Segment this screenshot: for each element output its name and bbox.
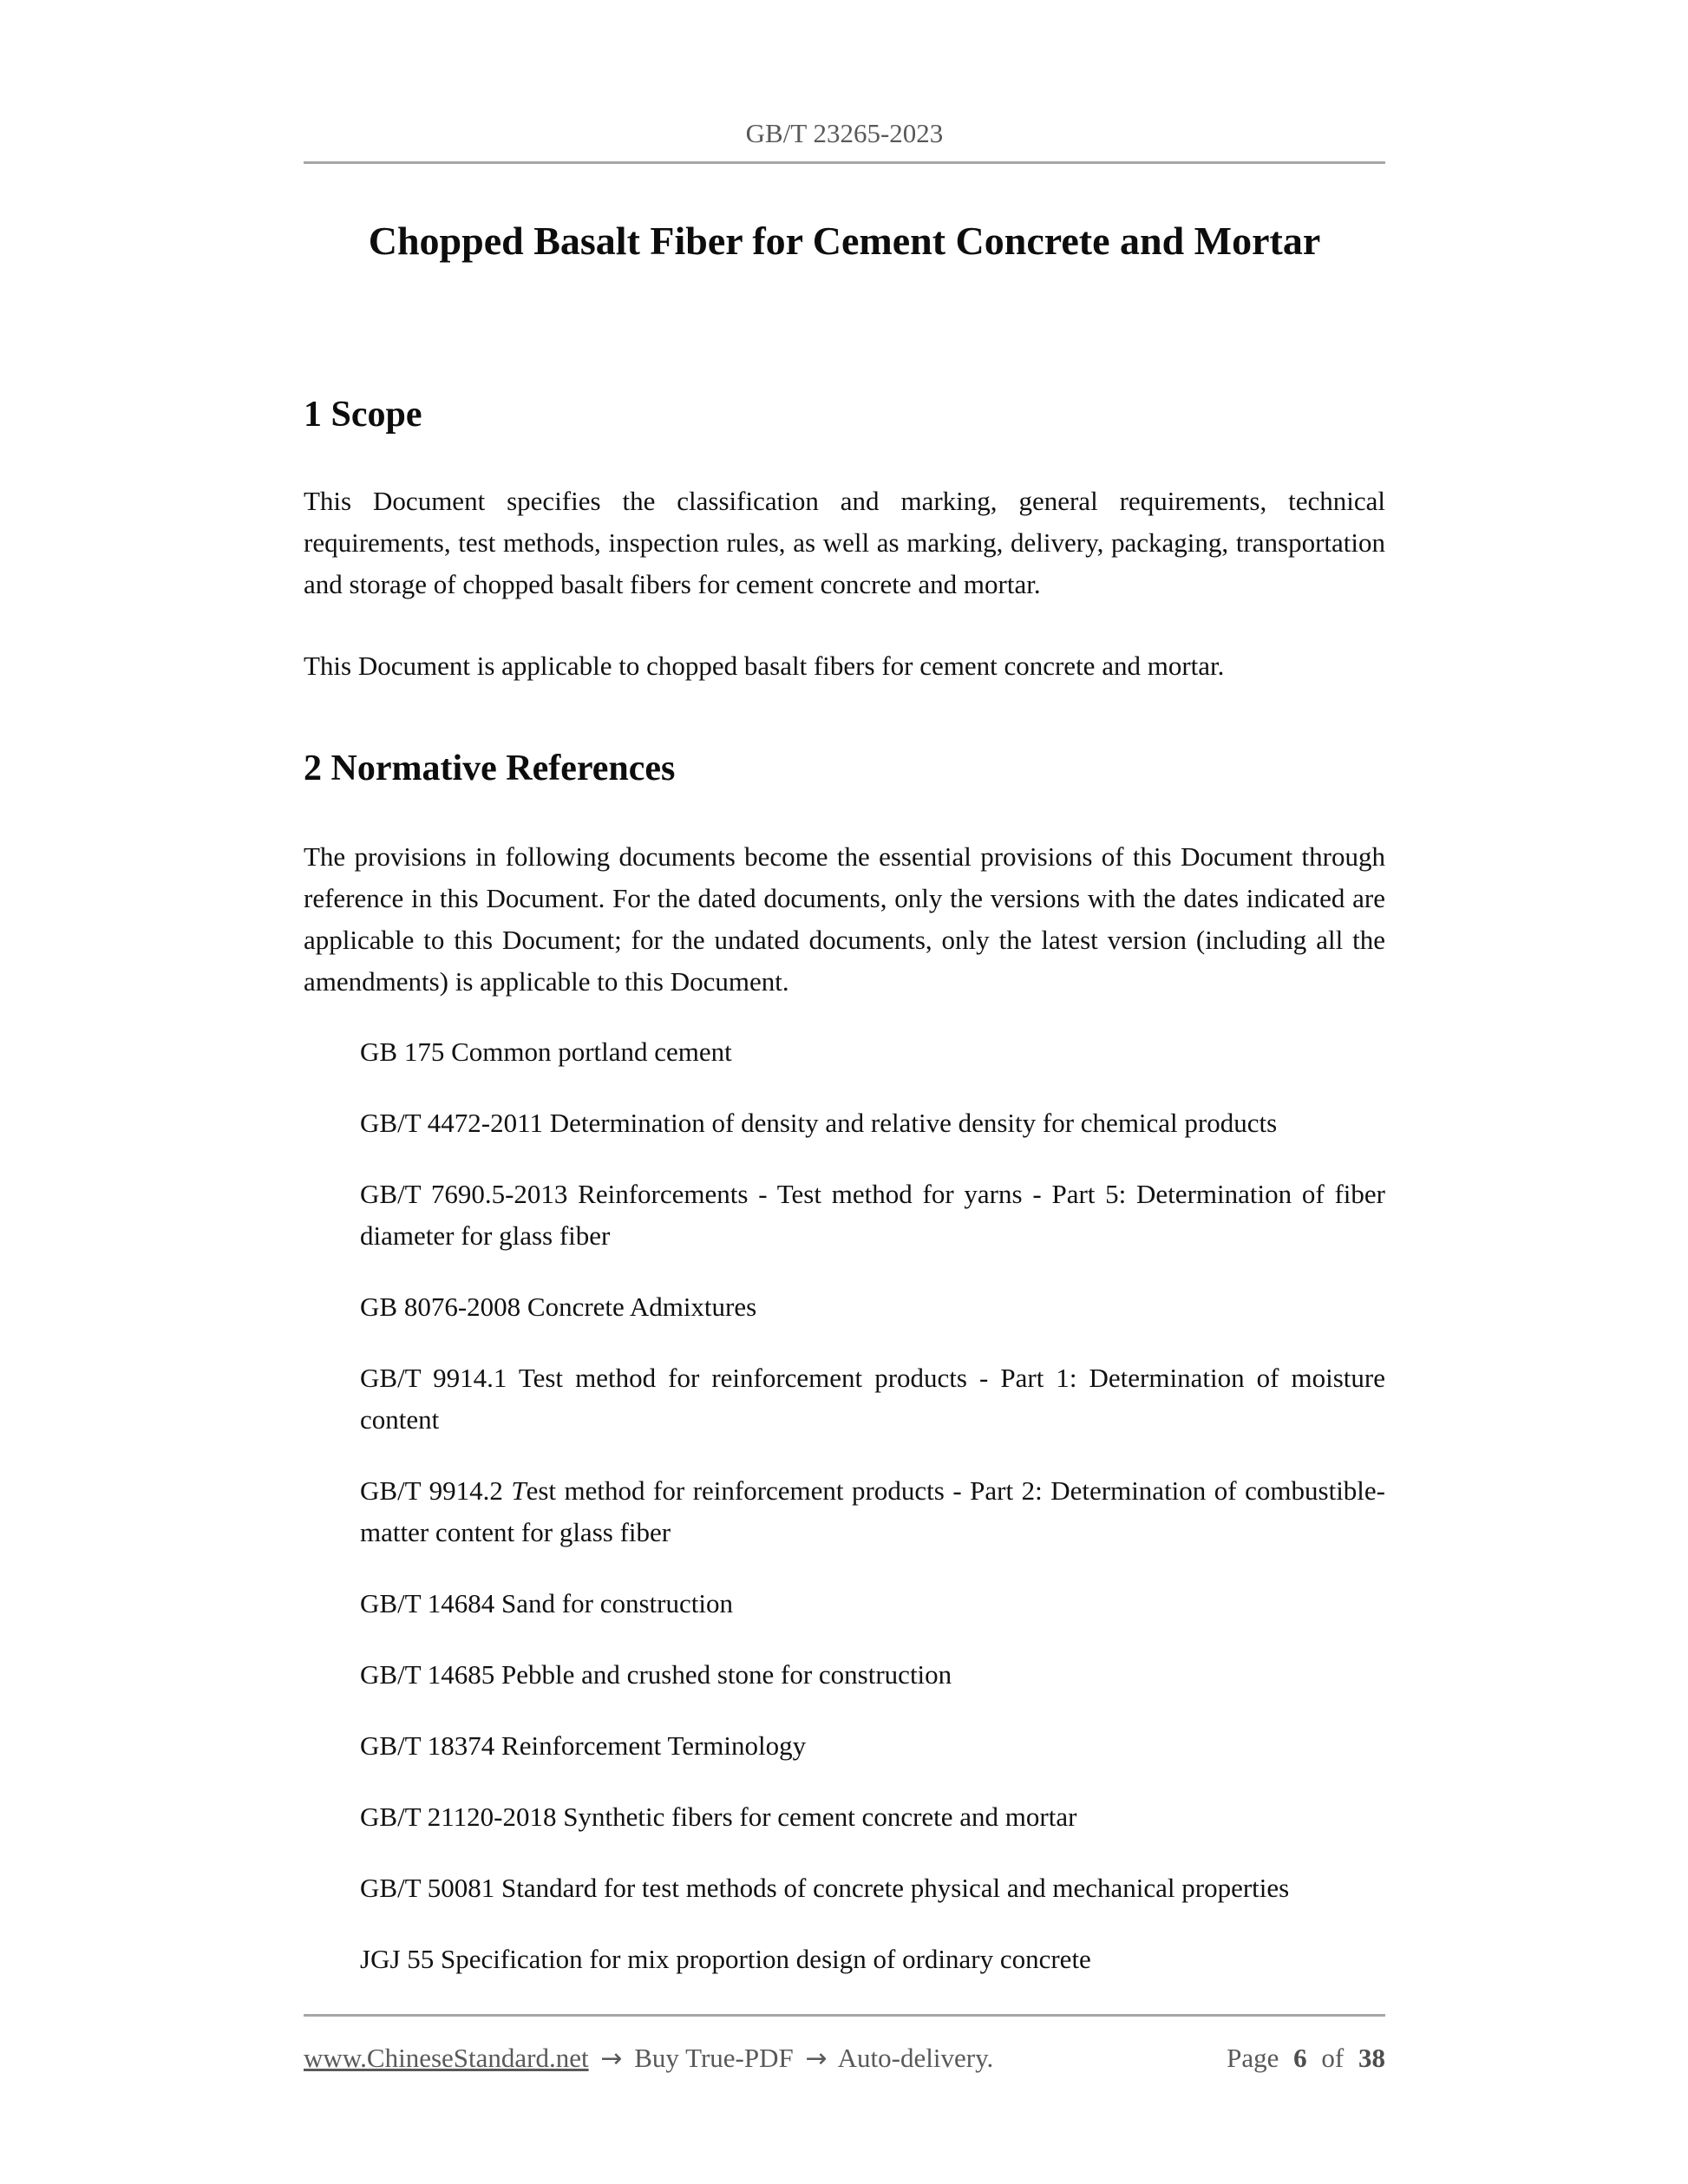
- page-number-total: 38: [1358, 2043, 1385, 2073]
- reference-item: GB 8076-2008 Concrete Admixtures: [360, 1291, 757, 1322]
- reference-item: GB/T 7690.5-2013 Reinforcements - Test method for yarns - Part 5: Determination of fiber diameter for glass fiber: [360, 1179, 1385, 1251]
- footer-divider: [304, 2014, 1385, 2017]
- reference-item-prefix: GB/T 9914.2: [360, 1475, 512, 1506]
- footer-site-link[interactable]: www.ChineseStandard.net: [304, 2043, 589, 2073]
- footer-arrow-icon: →: [805, 2043, 828, 2074]
- reference-item: GB 175 Common portland cement: [360, 1036, 732, 1067]
- section-heading-scope: 1 Scope: [304, 395, 422, 435]
- scope-paragraph-2: This Document is applicable to chopped basalt fibers for cement concrete and mortar.: [304, 651, 1225, 681]
- footer-arrow-icon: →: [600, 2043, 623, 2074]
- reference-item: GB/T 14684 Sand for construction: [360, 1588, 733, 1618]
- doc-title: Chopped Basalt Fiber for Cement Concrete and Mortar: [368, 219, 1321, 263]
- reference-item: [304, 1470, 1385, 1553]
- scope-paragraph-1: This Document specifies the classification and marking, general requirements, technical requirements, test methods, inspection rules, as well as marking, delivery, packaging, transportation and storage of chopped basalt fibers for cement concrete and mortar.: [304, 486, 1385, 599]
- footer-delivery-text: Auto-delivery.: [837, 2043, 994, 2073]
- page-indicator: [1219, 2037, 1385, 2079]
- reference-item: GB/T 50081 Standard for test methods of concrete physical and mechanical properties: [360, 1873, 1290, 1903]
- page-label: Page: [1227, 2043, 1279, 2073]
- reference-list: [304, 1031, 1385, 1980]
- doc-number-header: GB/T 23265-2023: [745, 118, 944, 148]
- footer-left: [304, 2037, 993, 2080]
- reference-item: GB/T 18374 Reinforcement Terminology: [360, 1730, 807, 1761]
- section-heading-normative-references: 2 Normative References: [304, 749, 676, 788]
- reference-item-rest: est method for reinforcement products - Part 2: Determination of combustible-matter content for glass fiber: [360, 1475, 1386, 1547]
- reference-item: JGJ 55 Specification for mix proportion design of ordinary concrete: [360, 1944, 1091, 1974]
- page-of-label: of: [1321, 2043, 1345, 2073]
- reference-item: GB/T 4472-2011 Determination of density and relative density for chemical products: [360, 1108, 1278, 1138]
- page-footer: [304, 2037, 1385, 2080]
- reference-item: GB/T 9914.1 Test method for reinforcement products - Part 1: Determination of moisture content: [360, 1363, 1385, 1435]
- normative-intro-paragraph: The provisions in following documents become the essential provisions of this Document through reference in this Document. For the dated documents, only the versions with the dates indicated are applicable to this Document; for the undated documents, only the latest version (including all the amendments) is applicable to this Document.: [304, 841, 1385, 997]
- page-number-current: 6: [1293, 2043, 1307, 2073]
- reference-item-italic-t: T: [511, 1475, 527, 1506]
- header-divider: [304, 161, 1385, 164]
- reference-item: GB/T 14685 Pebble and crushed stone for construction: [360, 1659, 952, 1690]
- footer-buy-text: Buy True-PDF: [634, 2043, 794, 2073]
- reference-item: GB/T 21120-2018 Synthetic fibers for cement concrete and mortar: [360, 1801, 1077, 1832]
